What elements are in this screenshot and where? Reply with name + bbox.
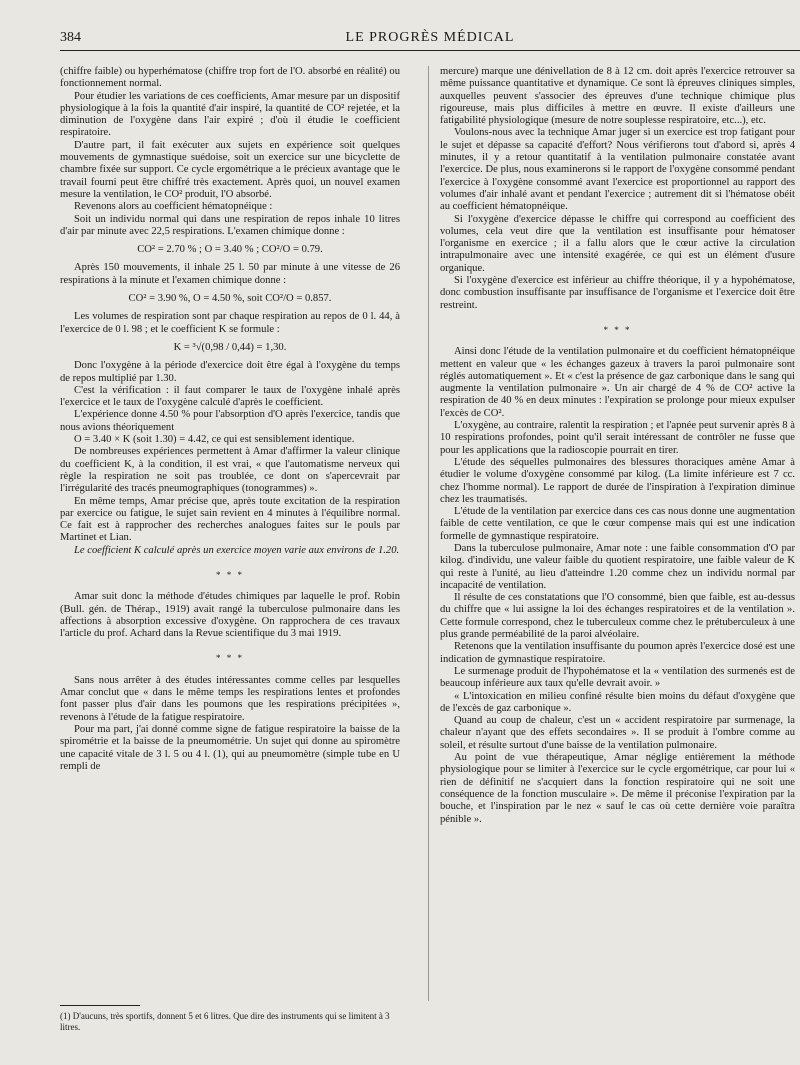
paragraph: Voulons-nous avec la technique Amar juger si un exercice est trop fatigant pour le sujet et dépasse sa capacité d'effort? Nous vérifierons tout d'abord si, après 4 minutes, il y a retour quantitatif à la ventilation pulmonaire constatée avant l'exercice. De plus, nous examinerons si le rapport de l'oxygène consommé pendant l'exercice à l'oxygène consommé avant l'exercice est proportionnel au rapport des volumes d'air inhalé avant et pendant l'exercice ; autrement dit si l'hématose obéit au coefficient hématopnéique.: [440, 127, 795, 213]
paragraph: De nombreuses expériences permettent à Amar d'affirmer la valeur clinique du coefficient K, à la condition, il est vrai, « que l'automatisme nerveux qui règle la respiration ne soit pas troublée, ce dont on s'apercevrait par l'irrégularité des tracés pneumographiques (tonogrammes) ».: [60, 446, 400, 495]
paragraph: O = 3.40 × K (soit 1.30) = 4.42, ce qui est sensiblement identique.: [74, 434, 355, 446]
equation: CO² = 3.90 %, O = 4.50 %, soit CO²/O = 0.857.: [128, 293, 332, 305]
page-number: 384: [60, 30, 81, 45]
paragraph: Quand au coup de chaleur, c'est un « accident respiratoire par surmenage, la chaleur n'ayant que des effets secondaires ». Il se produit à l'ombre comme au soleil, et résulte surtout d'une baisse de la ventilation pulmonaire.: [440, 715, 795, 751]
paragraph: Il résulte de ces constatations que l'O consommé, bien que faible, est au-dessus du chiffre que « lui assigne la loi des échanges respiratoires et de la ventilation ». Cette formule correspond, chez le tuberculeux comme chez le prétuberculeux à une plus grande perméabilité de la paroi alvéolaire.: [440, 592, 795, 641]
page-header: [60, 28, 800, 51]
paragraph: L'expérience donne 4.50 % pour l'absorption d'O après l'exercice, tandis que nous avions théoriquement: [60, 409, 400, 433]
paragraph: D'autre part, il fait exécuter aux sujets en expérience soit quelques mouvements de gymnastique suédoise, soit un exercice sur une bicyclette de chambre fixée sur support. Ce cycle ergométrique a le précieux avantage que le travail fourni peut être chiffré très exactement. Après quoi, un nouvel examen mesure la ventilation, le CO² produit, l'O absorbé.: [60, 139, 400, 200]
paragraph: Retenons que la ventilation insuffisante du poumon après l'exercice dosé est une indication de gymnastique respiratoire.: [440, 641, 795, 665]
section-separator: * * *: [603, 324, 632, 335]
paragraph: Si l'oxygène d'exercice est inférieur au chiffre théorique, il y a hypohématose, donc combustion insuffisante par insuffisance de l'organisme et l'exercice doit être restreint.: [440, 275, 795, 311]
footnote: (1) D'aucuns, très sportifs, donnent 5 et 6 litres. Que dire des instruments qui se limitent à 3 litres.: [60, 1011, 390, 1032]
equation: K = ³√(0,98 / 0,44) = 1,30.: [173, 341, 287, 353]
section-separator: * * *: [216, 653, 244, 664]
paragraph: Au point de vue thérapeutique, Amar néglige entièrement la méthode physiologique pour se limiter à l'exercice sur le cycle ergométrique, car pour lui « rien de définitif ne s'acquiert dans la fonction respiratoire qui ne soit une conséquence de la fonction musculaire ». De même il préconise l'expiration par la bouche, et l'inspiration par le nez « sauf le cas où cette dernière voie paraîtra pénible ».: [440, 752, 795, 825]
paragraph: C'est la vérification : il faut comparer le taux de l'oxygène inhalé après l'exercice et le taux de l'oxygène calculé d'après le coefficient.: [60, 384, 400, 409]
paragraph: Le surmenage produit de l'hypohématose et la « ventilation des surmenés est de beaucoup inférieure aux taux qu'elle devrait avoir. »: [440, 665, 795, 690]
paragraph: mercure) marque une dénivellation de 8 à 12 cm. doit après l'exercice retrouver sa même puissance quantitative et dynamique. Ce sont là épreuves cliniques simples, auxquelles peuvent s'associer des épreuves d'une technique chimique plus rigoureuse, mais plus difficiles à mettre en œuvre. Il existe d'ailleurs une fatigabilité physiologique (mesure de notre souplesse respiratoire, etc...), etc.: [440, 66, 795, 127]
right-column: [440, 66, 795, 826]
paragraph: L'étude des séquelles pulmonaires des blessures thoraciques amène Amar à étudier le volume d'oxygène consommé par kilog. (La limite inférieure est 7 cc. chez l'homme normal). Le rapport de durée de l'inspiration à l'expiration diminue chez les traumatisés.: [440, 456, 795, 505]
paragraph: Ainsi donc l'étude de la ventilation pulmonaire et du coefficient hématopnéique mettent en valeur que « les échanges gazeux à travers la paroi pulmonaire sont réglés automatiquement ». Et « c'est la présence de gaz carbonique dans le sang qui augmente la ventilation pulmonaire ». Un air chargé de 4 % de CO² active la respiration de 40 % en deux minutes : l'expiration se prolonge pour mieux expulser l'excès de CO².: [440, 346, 795, 419]
section-separator: * * *: [216, 569, 244, 580]
paragraph: En même temps, Amar précise que, après toute excitation de la respiration par exercice ou fatigue, le sujet sain revient en 4 minutes à l'équilibre normal. Ce fait est à rapprocher des recherches analogues faites sur le pouls par Martinet et Lian.: [60, 495, 400, 544]
paragraph: L'étude de la ventilation par exercice dans ces cas nous donne une augmentation faible de cette ventilation, ce que le cœur compense mais qui est une indication formelle de gymnastique respiratoire.: [440, 506, 795, 542]
paragraph: Pour ma part, j'ai donné comme signe de fatigue respiratoire la baisse de la spirométrie et la baisse de la pneumométrie. Un sujet qui donne au spiromètre une capacité vitale de 3 l. 5 ou 4 l. (1), qui au pneumomètre (simple tube en U rempli de: [60, 723, 400, 772]
paragraph: Le coefficient K calculé après un exercice moyen varie aux environs de 1.20.: [74, 544, 400, 556]
paragraph: Les volumes de respiration sont par chaque respiration au repos de 0 l. 44, à l'exercice de 0 l. 98 ; et le coefficient K se formule :: [60, 311, 400, 335]
paragraph: Dans la tuberculose pulmonaire, Amar note : une faible consommation d'O par kilog. d'individu, une valeur faible du quotient respiratoire, une faible valeur de K qui reste à l'unité, au lieu d'atteindre 1.20 comme chez un individu normal par incapacité de ventilation.: [440, 542, 795, 591]
left-column: [60, 66, 400, 773]
equation: CO² = 2.70 % ; O = 3.40 % ; CO²/O = 0.79.: [137, 244, 323, 256]
paragraph: (chiffre faible) ou hyperhématose (chiffre trop fort de l'O. absorbé en réalité) ou fonctionnement normal.: [60, 66, 400, 90]
paragraph: « L'intoxication en milieu confiné résulte bien moins du défaut d'oxygène que de l'excès de gaz carbonique ».: [440, 690, 795, 714]
paragraph: Après 150 mouvements, il inhale 25 l. 50 par minute à une vitesse de 26 respirations à la minute et l'examen chimique donne :: [60, 262, 400, 286]
paragraph: L'oxygène, au contraire, ralentit la respiration ; et l'apnée peut survenir après 8 à 10 respirations profondes, point qu'il serait intéressant de contrôler ne fusse que pour les applications que la radioscopie pourrait en tirer.: [440, 420, 795, 456]
paragraph: Soit un individu normal qui dans une respiration de repos inhale 10 litres d'air par minute avec 22,5 respirations. L'examen chimique donne :: [60, 213, 400, 237]
paragraph: Donc l'oxygène à la période d'exercice doit être égal à l'oxygène du temps de repos multiplié par 1.30.: [60, 360, 400, 384]
footnote-rule: [60, 1005, 140, 1006]
paragraph: Pour étudier les variations de ces coefficients, Amar mesure par un dispositif physiologique à la fois la quantité d'air inspiré, la quantité de CO² rejetée, et la diminution de l'oxygène dans l'air expiré ; d'où il étudie le coefficient respiratoire.: [60, 90, 400, 139]
paragraph: Revenons alors au coefficient hématopnéique :: [74, 201, 273, 213]
paragraph: Si l'oxygène d'exercice dépasse le chiffre qui correspond au coefficient des volumes, cela veut dire que la ventilation est insuffisante pour hématoser l'organisme en exercice ; il a fallu alors que le cœur active la circulation intrapulmonaire avec une intensité exagérée, ce qui est un élément d'usure organique.: [440, 213, 795, 274]
journal-title: LE PROGRÈS MÉDICAL: [345, 30, 515, 45]
column-divider: [428, 66, 429, 1001]
paragraph: Amar suit donc la méthode d'études chimiques par laquelle le prof. Robin (Bull. gén. de Thérap., 1919) avait rangé la tuberculose pulmonaire dans les affections à absorption excessive d'oxygène. On rapprochera de ces travaux l'article du prof. Achard dans la Revue scientifique du 3 mai 1919.: [60, 591, 400, 640]
paragraph: Sans nous arrêter à des études intéressantes comme celles par lesquelles Amar conclut que « dans le même temps les respirations lentes et profondes font passer plus d'air dans les poumons que les respirations précipitées », revenons à l'étude de la fatigue respiratoire.: [60, 674, 400, 723]
